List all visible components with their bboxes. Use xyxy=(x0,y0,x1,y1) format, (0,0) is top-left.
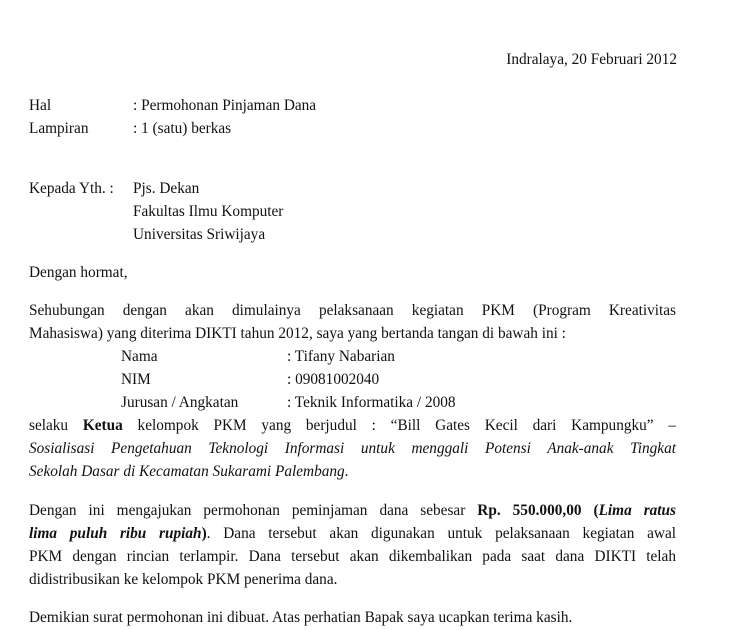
letter-date: Indralaya, 20 Februari 2012 xyxy=(506,51,677,68)
lampiran-value: : 1 (satu) berkas xyxy=(133,120,232,137)
recipient-line: Pjs. Dekan xyxy=(133,180,200,197)
salutation: Dengan hormat, xyxy=(29,264,128,281)
identity-label: NIM xyxy=(121,371,151,388)
hal-label: Hal xyxy=(29,97,52,114)
paragraph-line: Mahasiswa) yang diterima DIKTI tahun 2012, saya yang bertanda tangan di bawah ini : xyxy=(29,325,566,342)
identity-label: Nama xyxy=(121,348,158,365)
request-paren-close: ) xyxy=(201,525,207,542)
identity-value: : Teknik Informatika / 2008 xyxy=(287,394,456,411)
request-paren: ( xyxy=(581,502,599,519)
request-text: . Dana tersebut akan digunakan untuk pelaksanaan kegiatan awal xyxy=(206,525,676,542)
paragraph-request xyxy=(29,499,676,591)
paragraph-line xyxy=(29,522,676,545)
closing-sentence: Demikian surat permohonan ini dibuat. Atas perhatian Bapak saya ucapkan terima kasih. xyxy=(29,609,573,626)
paragraph-line xyxy=(29,499,676,522)
request-amount: Rp. 550.000,00 xyxy=(477,502,582,519)
role-italic-end: Sekolah Dasar di Kecamatan Sukarami Palembang xyxy=(29,463,345,480)
request-words: lima puluh ribu rupiah xyxy=(29,525,202,542)
identity-value: : Tifany Nabarian xyxy=(287,348,395,365)
paragraph-line xyxy=(29,414,676,437)
paragraph-role xyxy=(29,414,676,483)
paragraph-intro xyxy=(29,299,676,345)
paragraph-line: Sosialisasi Pengetahuan Teknologi Informasi untuk menggali Potensi Anak-anak Tingkat xyxy=(29,440,676,457)
hal-value: : Permohonan Pinjaman Dana xyxy=(133,97,317,114)
role-suffix: kelompok PKM yang berjudul : “Bill Gates Kecil dari Kampungku” – xyxy=(122,417,676,434)
recipient-label: Kepada Yth. : xyxy=(29,180,114,197)
paragraph-line: Sehubungan dengan akan dimulainya pelaksanaan kegiatan PKM (Program Kreativitas xyxy=(29,302,676,319)
paragraph-line: didistribusikan ke kelompok PKM penerima dana. xyxy=(29,571,338,588)
identity-value: : 09081002040 xyxy=(287,371,380,388)
paragraph-line xyxy=(29,460,676,483)
identity-label: Jurusan / Angkatan xyxy=(121,394,239,411)
role-period: . xyxy=(344,463,349,480)
lampiran-label: Lampiran xyxy=(29,120,89,137)
role-prefix: selaku xyxy=(29,417,83,434)
recipient-line: Fakultas Ilmu Komputer xyxy=(133,203,284,220)
request-text: Dengan ini mengajukan permohonan peminjaman dana sebesar xyxy=(29,502,478,519)
paragraph-line: PKM dengan rincian terlampir. Dana tersebut akan dikembalikan pada saat dana DIKTI telah xyxy=(29,548,676,565)
role-bold: Ketua xyxy=(82,417,123,434)
recipient-line: Universitas Sriwijaya xyxy=(133,226,266,243)
request-words: Lima ratus xyxy=(598,502,677,519)
